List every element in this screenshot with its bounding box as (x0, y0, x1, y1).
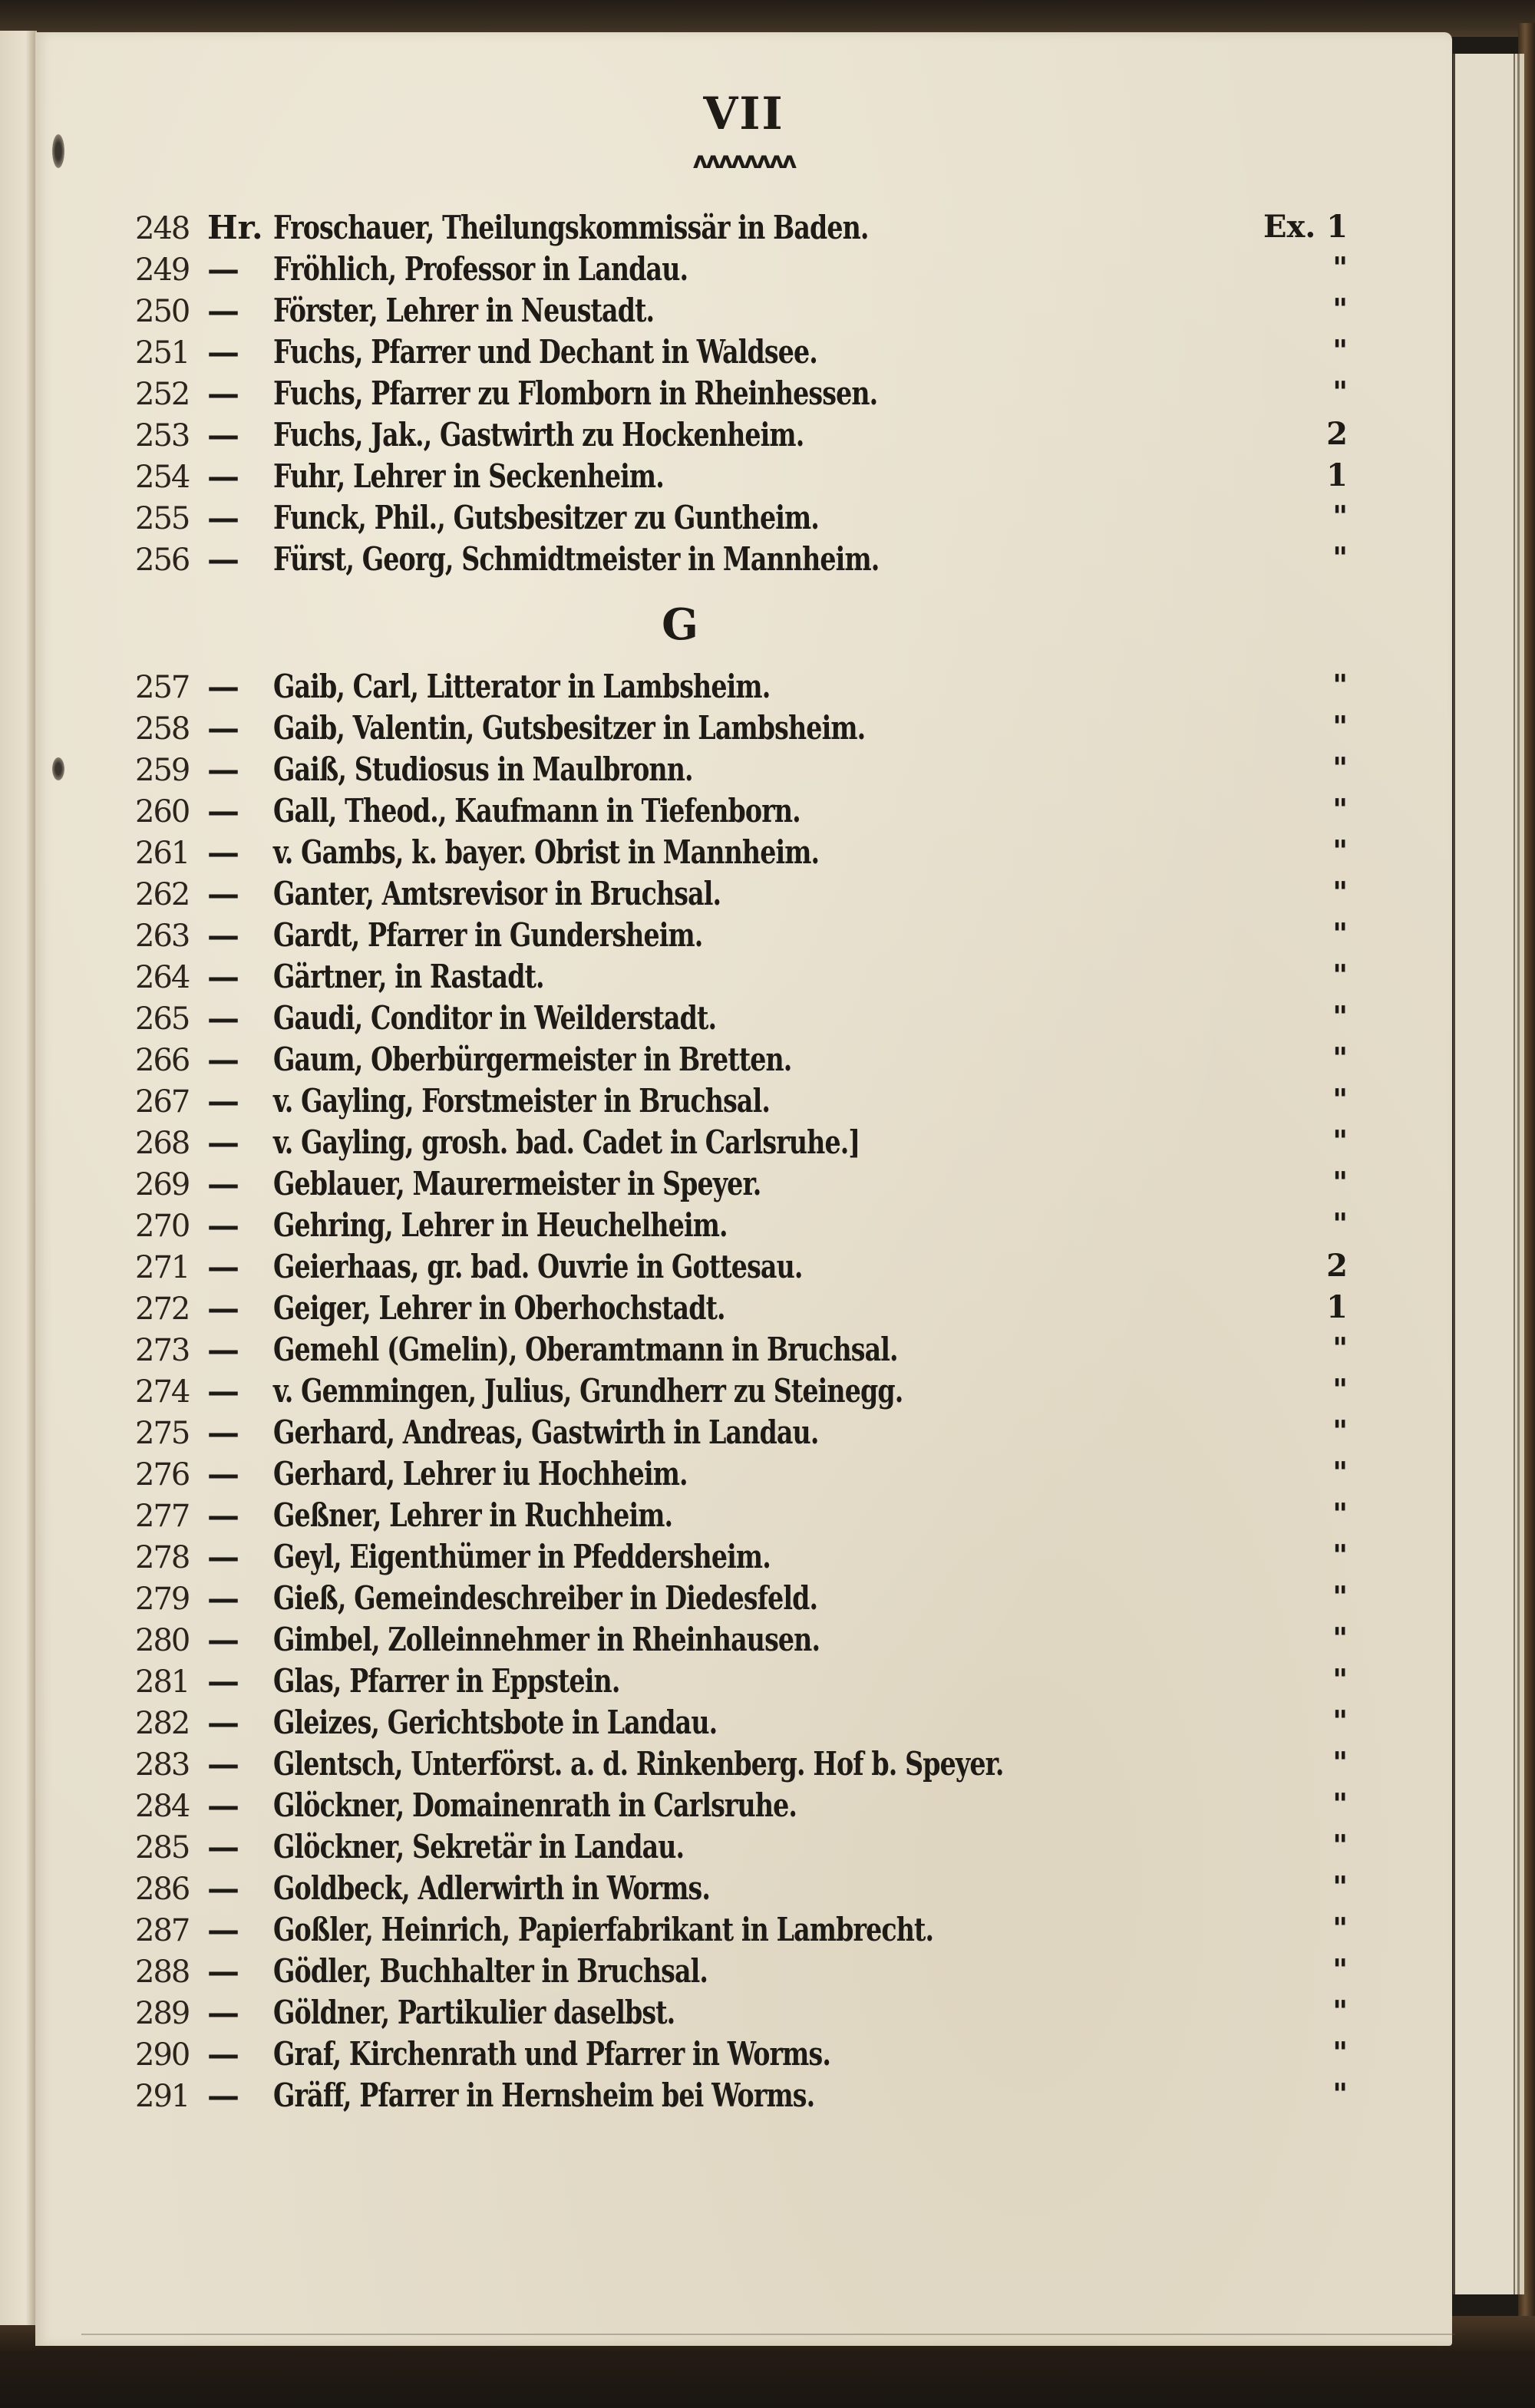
entry-prefix: — (207, 1123, 239, 1161)
entry-prefix: — (207, 1952, 239, 1990)
entry-copies: " (1332, 499, 1348, 533)
list-entry (135, 540, 1348, 582)
entry-text: v. Gayling, grosh. bad. Cadet in Carlsruhe.] (273, 1123, 860, 1161)
entry-copies: " (1332, 1123, 1348, 1158)
entry-text: Göldner, Partikulier daselbst. (273, 1994, 675, 2031)
entry-copies: 2 (1326, 416, 1348, 452)
entry-prefix: — (207, 1994, 239, 2031)
entry-text: Gall, Theod., Kaufmann in Tiefenborn. (273, 792, 801, 830)
entry-prefix: — (207, 1621, 239, 1658)
entry-copies: " (1332, 1911, 1348, 1945)
entry-number: 253 (135, 418, 190, 454)
entry-copies: " (1332, 1041, 1348, 1075)
subscriber-list (135, 209, 1348, 2118)
entry-prefix: — (207, 2076, 239, 2114)
entry-number: 255 (135, 501, 190, 536)
entry-number: 258 (135, 711, 190, 747)
entry-prefix: — (207, 1496, 239, 1534)
list-entry (135, 1745, 1348, 1786)
entry-prefix: — (207, 1745, 239, 1783)
entry-number: 251 (135, 335, 190, 371)
entry-prefix: — (207, 1413, 239, 1451)
entry-copies: " (1332, 1455, 1348, 1489)
list-entry (135, 1662, 1348, 1704)
entry-copies: " (1332, 1828, 1348, 1862)
entry-prefix: — (207, 1662, 239, 1700)
entry-copies: " (1332, 1165, 1348, 1199)
list-entry (135, 1621, 1348, 1662)
entry-text: Geßner, Lehrer in Ruchheim. (273, 1496, 673, 1534)
entry-text: Gerhard, Andreas, Gastwirth in Landau. (273, 1413, 819, 1451)
entry-text: Goßler, Heinrich, Papierfabrikant in Lambrecht. (273, 1911, 934, 1948)
entry-text: Funck, Phil., Gutsbesitzer zu Guntheim. (273, 499, 819, 536)
entry-copies: " (1332, 999, 1348, 1034)
entry-text: Fürst, Georg, Schmidtmeister in Mannheim. (273, 540, 880, 578)
page-gutter (0, 31, 37, 2325)
entry-copies: " (1332, 1331, 1348, 1365)
entry-number: 249 (135, 252, 190, 288)
entry-text: Gaib, Carl, Litterator in Lambsheim. (273, 668, 771, 705)
entry-prefix: — (207, 499, 239, 536)
entry-text: Fuchs, Pfarrer und Dechant in Waldsee. (273, 333, 817, 371)
entry-text: Gieß, Gemeindeschreiber in Diedesfeld. (273, 1579, 818, 1617)
entry-number: 269 (135, 1167, 190, 1202)
entry-text: Gardt, Pfarrer in Gundersheim. (273, 916, 703, 954)
entry-number: 248 (135, 211, 190, 246)
list-entry (135, 1994, 1348, 2035)
entry-prefix: — (207, 1165, 239, 1202)
entry-copies: 1 (1326, 457, 1348, 493)
entry-prefix: — (207, 1579, 239, 1617)
entry-prefix: — (207, 416, 239, 454)
entry-copies: " (1332, 668, 1348, 702)
entry-prefix: — (207, 1538, 239, 1575)
entry-text: Ganter, Amtsrevisor in Bruchsal. (273, 875, 721, 912)
entry-copies: " (1332, 916, 1348, 951)
header-ornament-rule: ʌʌʌʌʌʌʌʌ (692, 147, 795, 174)
list-entry (135, 1579, 1348, 1621)
list-entry (135, 499, 1348, 540)
entry-prefix: — (207, 374, 239, 412)
entry-number: 257 (135, 670, 190, 705)
list-entry (135, 875, 1348, 916)
book-page (35, 32, 1452, 2346)
list-entry (135, 709, 1348, 750)
entry-prefix: — (207, 1786, 239, 1824)
entry-text: Graf, Kirchenrath und Pfarrer in Worms. (273, 2035, 831, 2073)
entry-number: 272 (135, 1291, 190, 1327)
entry-prefix: — (207, 999, 239, 1037)
entry-copies: " (1332, 1745, 1348, 1780)
list-entry (135, 792, 1348, 833)
list-entry (135, 457, 1348, 499)
entry-number: 250 (135, 294, 190, 329)
list-entry (135, 1413, 1348, 1455)
entry-text: Gaudi, Conditor in Weilderstadt. (273, 999, 717, 1037)
list-entry (135, 2076, 1348, 2118)
entry-prefix: — (207, 1869, 239, 1907)
entry-number: 287 (135, 1913, 190, 1948)
entry-number: 268 (135, 1126, 190, 1161)
list-entry (135, 1869, 1348, 1911)
entry-prefix: — (207, 916, 239, 954)
entry-text: Glentsch, Unterförst. a. d. Rinkenberg. Hof b. Speyer. (273, 1745, 1004, 1783)
list-entry (135, 374, 1348, 416)
entry-number: 273 (135, 1333, 190, 1368)
entry-number: 260 (135, 794, 190, 830)
entry-copies: " (1332, 1496, 1348, 1531)
entry-number: 271 (135, 1250, 190, 1285)
list-entry (135, 1538, 1348, 1579)
entry-number: 288 (135, 1954, 190, 1990)
page-bottom-edge (81, 2334, 1455, 2335)
entry-copies: " (1332, 1786, 1348, 1821)
list-entry (135, 1372, 1348, 1413)
entry-text: Goldbeck, Adlerwirth in Worms. (273, 1869, 711, 1907)
entry-copies: " (1332, 1662, 1348, 1697)
list-entry (135, 333, 1348, 374)
entry-copies: " (1332, 333, 1348, 368)
entry-prefix: — (207, 1828, 239, 1865)
list-entry (135, 1165, 1348, 1206)
entry-copies: " (1332, 2076, 1348, 2111)
entry-text: Gödler, Buchhalter in Bruchsal. (273, 1952, 708, 1990)
entry-text: Gräff, Pfarrer in Hernsheim bei Worms. (273, 2076, 815, 2114)
entry-copies: " (1332, 2035, 1348, 2070)
list-entry (135, 1455, 1348, 1496)
entry-copies: " (1332, 1372, 1348, 1407)
entry-prefix: — (207, 1704, 239, 1741)
list-entry (135, 1704, 1348, 1745)
entry-number: 281 (135, 1664, 190, 1700)
entry-text: Gehring, Lehrer in Heuchelheim. (273, 1206, 728, 1244)
list-entry (135, 1289, 1348, 1331)
entry-text: Gemehl (Gmelin), Oberamtmann in Bruchsal. (273, 1331, 898, 1368)
list-entry (135, 1952, 1348, 1994)
entry-prefix: Hr. (207, 209, 263, 246)
entry-number: 256 (135, 543, 190, 578)
entry-number: 277 (135, 1499, 190, 1534)
entry-text: Glöckner, Domainenrath in Carlsruhe. (273, 1786, 797, 1824)
underlying-pages-edge (1453, 54, 1524, 2294)
entry-copies: " (1332, 1082, 1348, 1117)
entry-text: Gimbel, Zolleinnehmer in Rheinhausen. (273, 1621, 820, 1658)
entry-number: 282 (135, 1706, 190, 1741)
entry-number: 278 (135, 1540, 190, 1575)
entry-text: Glöckner, Sekretär in Landau. (273, 1828, 685, 1865)
entry-copies: " (1332, 374, 1348, 409)
entry-prefix: — (207, 709, 239, 747)
entry-number: 263 (135, 919, 190, 954)
entry-prefix: — (207, 1082, 239, 1120)
entry-text: v. Gambs, k. bayer. Obrist in Mannheim. (273, 833, 820, 871)
entry-copies: " (1332, 1579, 1348, 1614)
entry-text: Gaib, Valentin, Gutsbesitzer in Lambsheim. (273, 709, 866, 747)
list-entry (135, 1248, 1348, 1289)
entry-prefix: — (207, 833, 239, 871)
entry-copies: " (1332, 292, 1348, 326)
entry-prefix: — (207, 1455, 239, 1493)
entry-text: v. Gayling, Forstmeister in Bruchsal. (273, 1082, 771, 1120)
entry-number: 254 (135, 460, 190, 495)
list-entry (135, 1496, 1348, 1538)
list-entry (135, 958, 1348, 999)
entry-number: 266 (135, 1043, 190, 1078)
entry-prefix: — (207, 540, 239, 578)
entry-number: 267 (135, 1084, 190, 1120)
entry-number: 289 (135, 1996, 190, 2031)
entry-prefix: — (207, 958, 239, 995)
list-entry (135, 2035, 1348, 2076)
entry-copies: " (1332, 1206, 1348, 1241)
entry-text: Glas, Pfarrer in Eppstein. (273, 1662, 620, 1700)
list-entry (135, 292, 1348, 333)
entry-number: 276 (135, 1457, 190, 1493)
entry-text: Förster, Lehrer in Neustadt. (273, 292, 655, 329)
entry-prefix: — (207, 1289, 239, 1327)
entry-number: 265 (135, 1001, 190, 1037)
entry-text: Gaiß, Studiosus in Maulbronn. (273, 750, 693, 788)
entry-text: v. Gemmingen, Julius, Grundherr zu Steinegg. (273, 1372, 903, 1410)
list-entry (135, 1331, 1348, 1372)
entry-number: 252 (135, 377, 190, 412)
entry-number: 262 (135, 877, 190, 912)
entry-number: 283 (135, 1747, 190, 1783)
entry-copies: " (1332, 958, 1348, 992)
entry-text: Geiger, Lehrer in Oberhochstadt. (273, 1289, 725, 1327)
entry-prefix: — (207, 792, 239, 830)
entry-text: Geierhaas, gr. bad. Ouvrie in Gottesau. (273, 1248, 803, 1285)
page-number: VII (703, 87, 784, 140)
list-entry (135, 209, 1348, 250)
entry-copies: " (1332, 1704, 1348, 1738)
entry-prefix: — (207, 2035, 239, 2073)
list-entry (135, 916, 1348, 958)
list-entry (135, 250, 1348, 292)
entry-prefix: — (207, 668, 239, 705)
entry-text: Fuchs, Pfarrer zu Flomborn in Rheinhessen. (273, 374, 878, 412)
entry-copies: " (1332, 1994, 1348, 2028)
entry-number: 285 (135, 1830, 190, 1865)
entry-prefix: — (207, 292, 239, 329)
entry-copies: " (1332, 540, 1348, 575)
entry-number: 291 (135, 2079, 190, 2114)
list-entry (135, 833, 1348, 875)
entry-number: 286 (135, 1872, 190, 1907)
entry-number: 274 (135, 1374, 190, 1410)
section-heading-g: G (662, 599, 698, 650)
entry-number: 275 (135, 1416, 190, 1451)
entry-prefix: — (207, 1206, 239, 1244)
entry-prefix: — (207, 875, 239, 912)
entry-number: 270 (135, 1209, 190, 1244)
entry-copies: " (1332, 792, 1348, 826)
entry-copies: 2 (1326, 1248, 1348, 1284)
entry-copies: " (1332, 1952, 1348, 1987)
list-entry (135, 416, 1348, 457)
list-entry (135, 1206, 1348, 1248)
entry-number: 259 (135, 753, 190, 788)
entry-copies: " (1332, 1413, 1348, 1448)
entry-prefix: — (207, 1041, 239, 1078)
entry-text: Gerhard, Lehrer iu Hochheim. (273, 1455, 688, 1493)
entry-text: Geblauer, Maurermeister in Speyer. (273, 1165, 761, 1202)
entry-text: Froschauer, Theilungskommissär in Baden. (273, 209, 869, 246)
entry-copies: " (1332, 709, 1348, 744)
entry-copies: " (1332, 1538, 1348, 1572)
entry-prefix: — (207, 750, 239, 788)
list-entry (135, 1911, 1348, 1952)
entry-number: 290 (135, 2037, 190, 2073)
entry-number: 280 (135, 1623, 190, 1658)
entry-text: Fuhr, Lehrer in Seckenheim. (273, 457, 664, 495)
entry-number: 261 (135, 836, 190, 871)
binding-hole-mark (52, 757, 64, 780)
entry-prefix: — (207, 1911, 239, 1948)
list-entry (135, 1786, 1348, 1828)
list-entry (135, 999, 1348, 1041)
entry-text: Geyl, Eigenthümer in Pfeddersheim. (273, 1538, 771, 1575)
entry-number: 284 (135, 1789, 190, 1824)
list-entry (135, 1123, 1348, 1165)
entry-number: 264 (135, 960, 190, 995)
entry-prefix: — (207, 333, 239, 371)
list-entry (135, 1828, 1348, 1869)
list-entry (135, 1041, 1348, 1082)
entry-text: Gärtner, in Rastadt. (273, 958, 544, 995)
entry-prefix: — (207, 1331, 239, 1368)
entry-copies: " (1332, 875, 1348, 909)
entry-copies: " (1332, 250, 1348, 285)
entry-prefix: — (207, 250, 239, 288)
entry-copies: " (1332, 1621, 1348, 1655)
page-header (35, 87, 1452, 140)
entry-prefix: — (207, 1248, 239, 1285)
entry-number: 279 (135, 1582, 190, 1617)
entry-copies: Ex. 1 (1263, 209, 1348, 245)
list-entry (135, 750, 1348, 792)
entry-text: Fuchs, Jak., Gastwirth zu Hockenheim. (273, 416, 804, 454)
book-binding-top (0, 0, 1535, 37)
entry-text: Gleizes, Gerichtsbote in Landau. (273, 1704, 718, 1741)
list-entry (135, 1082, 1348, 1123)
list-entry (135, 668, 1348, 709)
entry-text: Fröhlich, Professor in Landau. (273, 250, 688, 288)
entry-copies: " (1332, 1869, 1348, 1904)
entry-prefix: — (207, 1372, 239, 1410)
entry-copies: " (1332, 833, 1348, 868)
entry-text: Gaum, Oberbürgermeister in Bretten. (273, 1041, 792, 1078)
entry-prefix: — (207, 457, 239, 495)
entry-copies: " (1332, 750, 1348, 785)
entry-copies: 1 (1326, 1289, 1348, 1325)
